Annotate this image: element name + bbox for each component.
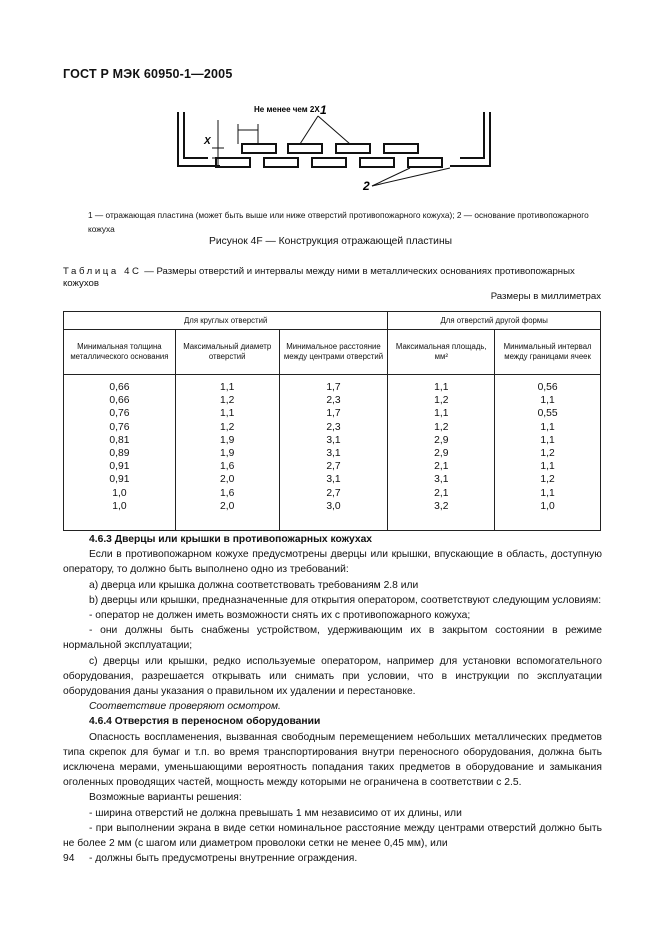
table-cell: 0,76 <box>109 408 130 420</box>
paragraph: - они должны быть снабжены устройством, удерживающим их в закрытом состоянии в режиме нормальной эксплуатации; <box>63 625 602 652</box>
group-round-header: Для круглых отверстий <box>64 312 388 330</box>
table-cell: 1,2 <box>220 421 235 433</box>
table-cell: 3,0 <box>326 500 341 512</box>
section-4-6-3-title: 4.6.3 Дверцы или крышки в противопожарных кожухах <box>89 534 373 545</box>
paragraph: b) дверцы или крышки, предназначенные для открытия оператором, соответствуют следующим условиям: <box>89 594 602 606</box>
table-cell: 2,3 <box>326 421 341 433</box>
column-header: Максимальный диаметр отверстий <box>175 330 279 375</box>
figure-legend: 1 — отражающая пластина (может быть выше или ниже отверстий противопожарного кожуха); 2 — основание противопожарного кожуха <box>88 210 589 234</box>
table-cell: 1,6 <box>220 461 235 473</box>
table-cell: 2,0 <box>220 500 235 512</box>
table-cell: 1,0 <box>540 500 555 512</box>
group-other-header: Для отверстий другой формы <box>388 312 601 330</box>
dimension-2x-label: Не менее чем 2X <box>254 105 320 114</box>
page-number: 94 <box>63 853 75 864</box>
table-cell: 0,76 <box>109 421 130 433</box>
table-cell: 1,1 <box>540 461 555 473</box>
base-slat <box>360 158 394 167</box>
table-cell: 1,1 <box>540 395 555 407</box>
table-cell: 0,66 <box>109 382 130 393</box>
table-column-values <box>64 375 176 531</box>
table-cell: 1,6 <box>220 487 235 499</box>
document-header: ГОСТ Р МЭК 60950-1—2005 <box>63 67 233 81</box>
table-cell: 1,1 <box>220 382 235 393</box>
column-header: Минимальное расстояние между центрами отверстий <box>279 330 388 375</box>
table-cell: 1,1 <box>220 408 235 420</box>
table-cell: 1,9 <box>220 434 235 446</box>
table-cell: 1,1 <box>434 382 449 393</box>
table-cell: 1,2 <box>220 395 235 407</box>
column-header: Максимальная площадь, мм² <box>388 330 495 375</box>
table-cell: 1,2 <box>434 421 449 433</box>
table-cell: 1,0 <box>112 487 127 499</box>
table-column-values <box>388 375 495 531</box>
table-cell: 1,1 <box>434 408 449 420</box>
table-column-values <box>175 375 279 531</box>
base-slat <box>312 158 346 167</box>
callout-1: 1 <box>320 103 327 117</box>
dimensions-table <box>63 311 601 531</box>
table-cell: 3,2 <box>434 500 449 512</box>
section-text <box>63 532 602 866</box>
table-caption <box>63 266 603 290</box>
table-cell: 2,7 <box>326 487 341 499</box>
table-cell: 1,1 <box>540 434 555 446</box>
table-caption-text: — Размеры отверстий и интервалы между ними в металлических основаниях противопожарных кожухов <box>63 266 575 289</box>
table-cell: 1,2 <box>540 447 555 459</box>
table-cell: 1,7 <box>326 408 341 420</box>
table-column-values <box>495 375 601 531</box>
paragraph: Опасность воспламенения, вызванная свободным перемещением небольших металлических предметов типа скрепок для бумаг и т.п. во время транспортирования внутри переносного оборудования, должна быть исключена мерами, уменьшающими вероятность попадания таких предметов в оборудование и замыкания оголенных проводящих частей, мощность между которыми не ограничена в соответствии с 2.5. <box>63 731 602 789</box>
table-cell: 3,1 <box>434 474 449 486</box>
base-slat <box>216 158 250 167</box>
table-cell: 1,7 <box>326 382 341 393</box>
paragraph: Возможные варианты решения: <box>89 792 242 804</box>
table-cell: 3,1 <box>326 447 341 459</box>
table-cell: 0,91 <box>109 461 130 473</box>
table-column-values <box>279 375 388 531</box>
base-slat <box>408 158 442 167</box>
callout-2: 2 <box>363 179 370 193</box>
column-header: Минимальная толщина металлического основания <box>64 330 176 375</box>
table-cell: 2,9 <box>434 447 449 459</box>
table-cell: 2,7 <box>326 461 341 473</box>
section-4-6-4-title: 4.6.4 Отверстия в переносном оборудовании <box>89 716 321 728</box>
reflector-plate <box>242 144 276 153</box>
base-slat <box>264 158 298 167</box>
table-cell: 2,1 <box>434 487 449 499</box>
paragraph: Если в противопожарном кожухе предусмотрены дверцы или крышки, впускающие в область, доступную оператору, то должно быть выполнено одно из требований: <box>63 549 602 576</box>
table-cell: 0,89 <box>109 447 130 459</box>
table-cell: 0,91 <box>109 474 130 486</box>
table-cell: 0,55 <box>537 408 558 420</box>
table-cell: 0,81 <box>109 434 130 446</box>
table-cell: 1,2 <box>540 474 555 486</box>
table-cell: 1,0 <box>112 500 127 512</box>
table-cell: 3,1 <box>326 434 341 446</box>
column-header: Минимальный интервал между границами ячеек <box>495 330 601 375</box>
reflector-plate-figure <box>160 100 500 200</box>
table-cell: 0,56 <box>537 382 558 393</box>
table-cell: 2,9 <box>434 434 449 446</box>
dimension-x-label: X <box>204 136 211 147</box>
paragraph: с) дверцы или крышки, редко используемые оператором, например для установки вспомогательного оборудования, разрешается открывать или снимать при условии, что в инструкции по эксплуатации оборудования даны указания о правильном их удалении и перестановке. <box>63 655 602 698</box>
table-units: Размеры в миллиметрах <box>490 291 601 302</box>
paragraph: Соответствие проверяют осмотром. <box>89 701 281 713</box>
table-cell: 1,1 <box>540 421 555 433</box>
reflector-plate <box>336 144 370 153</box>
table-cell: 2,1 <box>434 461 449 473</box>
table-cell: 1,9 <box>220 447 235 459</box>
table-cell: 3,1 <box>326 474 341 486</box>
table-cell: 0,66 <box>109 395 130 407</box>
table-cell: 1,2 <box>434 395 449 407</box>
paragraph: - должны быть предусмотрены внутренние ограждения. <box>89 853 358 865</box>
paragraph: - оператор не должен иметь возможности снять их с противопожарного кожуха; <box>89 610 471 622</box>
table-cell: 2,0 <box>220 474 235 486</box>
table-cell: 2,3 <box>326 395 341 407</box>
reflector-plate <box>384 144 418 153</box>
table-caption-prefix: Таблица 4С <box>63 266 142 277</box>
reflector-plate <box>288 144 322 153</box>
paragraph: - при выполнении экрана в виде сетки номинальное расстояние между центрами отверстий должно быть не более 2 мм (с шагом или диаметром проволоки сетки не менее 0,45 мм), или <box>63 822 602 850</box>
figure-caption: Рисунок 4F — Конструкция отражающей пластины <box>208 236 453 247</box>
table-cell: 1,1 <box>540 487 555 499</box>
paragraph: - ширина отверстий не должна превышать 1 мм независимо от их длины, или <box>89 807 462 819</box>
paragraph: а) дверца или крышка должна соответствовать требованиям 2.8 или <box>89 579 419 591</box>
